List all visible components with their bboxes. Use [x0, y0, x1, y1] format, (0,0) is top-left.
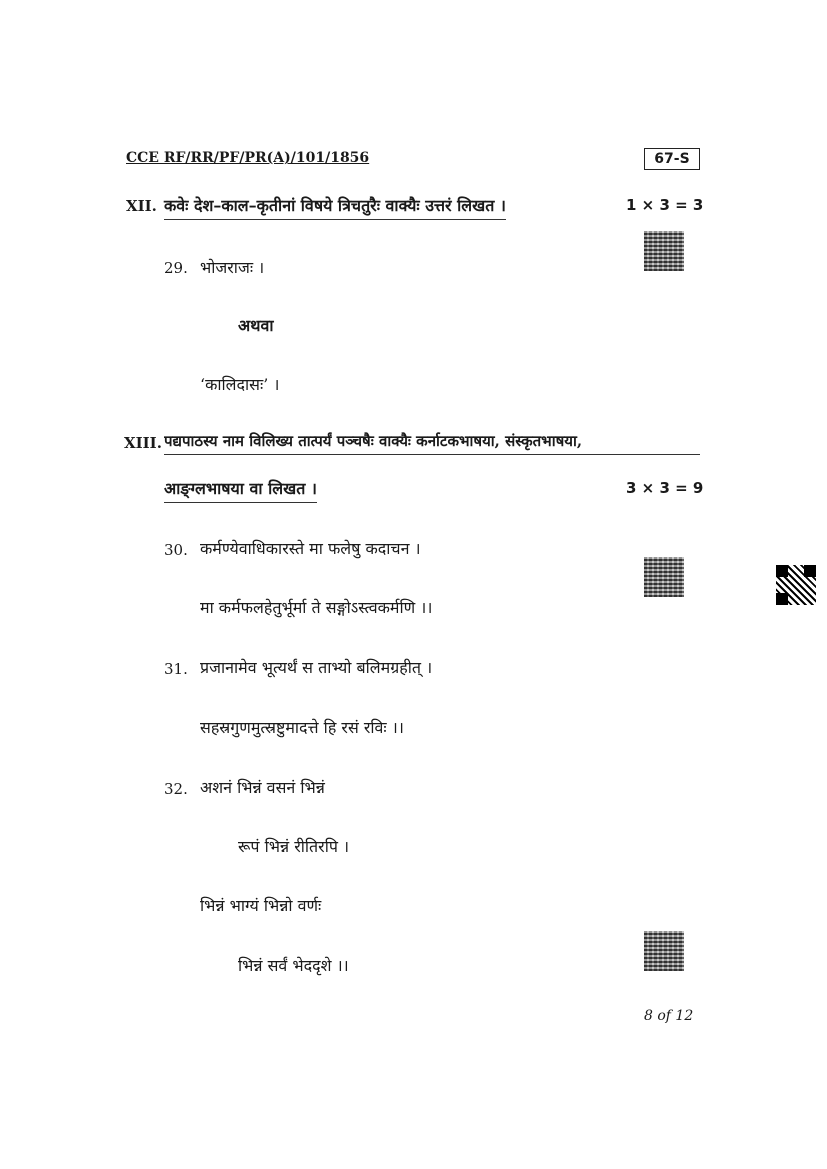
question-xiii-text-line2: आङ्ग्लभाषया वा लिखत । [164, 477, 317, 503]
question-number-xii: XII. [126, 197, 157, 215]
question-xiii-text-line1: पद्यपाठस्य नाम विलिख्य तात्पर्यं पञ्चषैः वाक्यैः कर्नाटकभाषया, संस्कृतभाषया, [164, 431, 700, 455]
scan-code-icon [644, 231, 684, 271]
sub-question-29-text: भोजराजः । [200, 258, 265, 277]
question-number-xiii: XIII. [124, 434, 162, 452]
question-xii-text: कवेः देश–काल–कृतीनां विषये त्रिचतुरैः वाक्यैः उत्तरं लिखत । [164, 194, 506, 220]
sub-question-number-29: 29. [164, 259, 188, 277]
or-label: अथवा [238, 316, 274, 335]
sub-question-number-30: 30. [164, 541, 188, 559]
sub-question-31-line2: सहस्रगुणमुत्स्रष्टुमादत्ते हि रसं रविः ।। [200, 718, 404, 737]
paper-code-header: CCE RF/RR/PF/PR(A)/101/1856 [126, 150, 370, 166]
sub-question-32-line3: भिन्नं भाग्यं भिन्नो वर्णः [200, 896, 322, 915]
sub-question-30-line1: कर्मण्येवाधिकारस्ते मा फलेषु कदाचन । [200, 539, 421, 558]
question-xii-marks: 1 × 3 = 3 [626, 196, 704, 214]
sub-question-30-line2: मा कर्मफलहेतुर्भूर्मा ते सङ्गोऽस्त्वकर्मणि ।। [200, 598, 433, 617]
subject-code-box: 67-S [644, 148, 700, 170]
sub-question-number-32: 32. [164, 780, 188, 798]
sub-question-31-line1: प्रजानामेव भूत्यर्थं स ताभ्यो बलिमग्रहीत् । [200, 658, 433, 677]
alternative-question-text: ‘कालिदासः’ । [200, 375, 280, 394]
question-xiii-marks: 3 × 3 = 9 [626, 479, 704, 497]
scan-code-icon [644, 931, 684, 971]
scan-code-icon [644, 557, 684, 597]
page-number: 8 of 12 [644, 1008, 694, 1024]
qr-code-icon [776, 565, 816, 605]
sub-question-32-line1: अशनं भिन्नं वसनं भिन्नं [200, 778, 325, 797]
sub-question-32-line2: रूपं भिन्नं रीतिरपि । [238, 837, 350, 856]
sub-question-32-line4: भिन्नं सर्वं भेददृशे ।। [238, 956, 349, 975]
sub-question-number-31: 31. [164, 660, 188, 678]
